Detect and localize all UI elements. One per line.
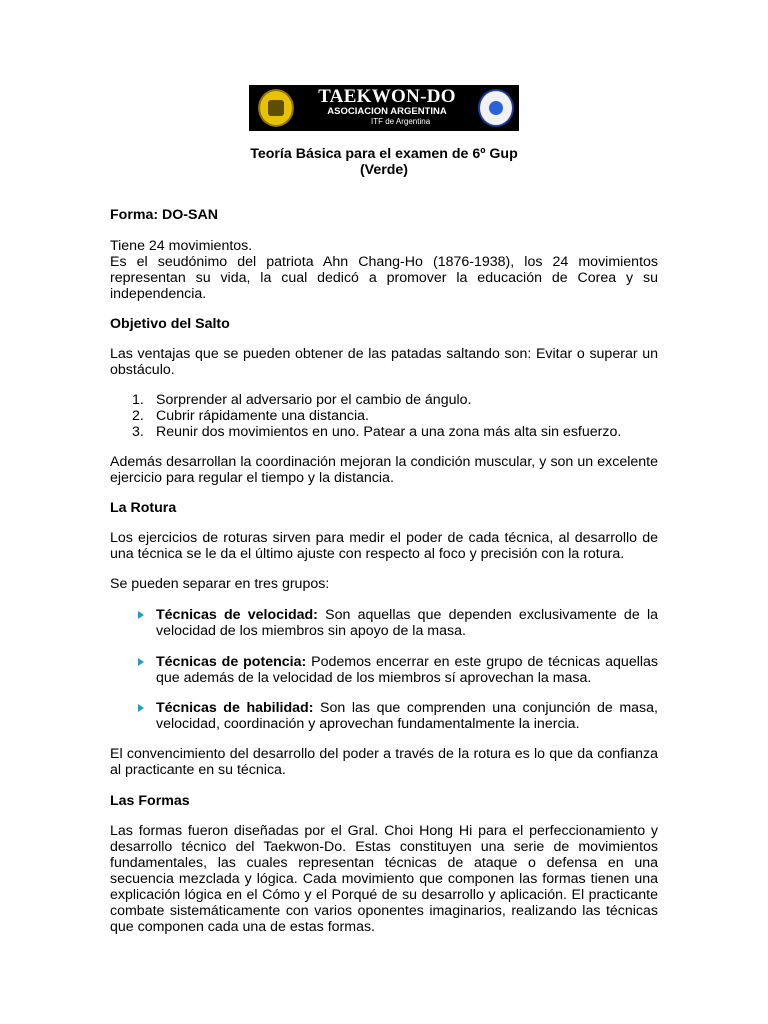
- triangle-bullet-icon: [138, 611, 144, 619]
- list-item: 1. Sorprender al adversario por el cambio de ángulo.: [132, 392, 472, 408]
- list-item: 2. Cubrir rápidamente una distancia.: [132, 408, 369, 424]
- formas-paragraph: Las formas fueron diseñadas por el Gral. Choi Hong Hi para el perfeccionamiento y desarrollo técnico del Taekwon-Do. Estas constituyen una serie de movimientos fundamentales, las cuales representan técnicas de ataque o defensa en una secuencia mezclada y lógica. Cada movimiento que componen las formas tienen una explicación lógica en el Cómo y el Porqué de su desarrollo y aplicación. El practicante combate sistemáticamente con varios oponentes imaginarios, realizando las técnicas que componen cada una de estas formas.: [110, 823, 658, 935]
- logo-itf-text: ITF de Argentina: [371, 117, 431, 126]
- itf-globe-seal-icon: [478, 89, 514, 127]
- rotura-paragraph-3: El convencimiento del desarrollo del poder a través de la rotura es lo que da confianza al practicante en su técnica.: [110, 746, 658, 778]
- association-logo: [249, 85, 519, 131]
- document-title: [110, 146, 658, 178]
- rotura-heading: La Rotura: [110, 500, 177, 516]
- title-line-1: Teoría Básica para el examen de 6º Gup: [250, 146, 518, 162]
- list-item: 3. Reunir dos movimientos en uno. Patear a una zona más alta sin esfuerzo.: [132, 424, 622, 440]
- formas-heading: Las Formas: [110, 793, 190, 809]
- salto-intro: Las ventajas que se pueden obtener de las patadas saltando son: Evitar o superar un obstáculo.: [110, 346, 658, 378]
- forma-heading: Forma: DO-SAN: [110, 207, 218, 223]
- salto-list: [110, 392, 658, 440]
- rotura-paragraph-2: Se pueden separar en tres grupos:: [110, 576, 330, 592]
- rotura-paragraph-1: Los ejercicios de roturas sirven para medir el poder de cada técnica, al desarrollo de una técnica se le da el último ajuste con respecto al foco y precisión con la rotura.: [110, 530, 658, 562]
- salto-heading: Objetivo del Salto: [110, 316, 230, 332]
- itf-crest-icon: [258, 89, 294, 127]
- salto-outro: Además desarrollan la coordinación mejoran la condición muscular, y son un excelente ejercicio para regular el tiempo y la distancia.: [110, 454, 658, 486]
- triangle-bullet-icon: [138, 704, 144, 712]
- list-item: Técnicas de potencia: Podemos encerrar en este grupo de técnicas aquellas que además de la velocidad de los miembros sí aprovechan la masa.: [110, 654, 658, 686]
- forma-line-1: Tiene 24 movimientos.: [110, 238, 253, 254]
- triangle-bullet-icon: [138, 658, 144, 666]
- logo-subtitle: ASOCIACION ARGENTINA: [327, 106, 447, 117]
- title-line-2: (Verde): [359, 162, 409, 178]
- list-item: Técnicas de habilidad: Son las que comprenden una conjunción de masa, velocidad, coordinación y aprovechan fundamentalmente la inercia.: [110, 700, 658, 732]
- forma-paragraph: Es el seudónimo del patriota Ahn Chang-Ho (1876-1938), los 24 movimientos representan su vida, la cual dedicó a promover la educación de Corea y su independencia.: [110, 254, 658, 302]
- logo-title: TAEKWON-DO: [318, 86, 456, 107]
- list-item: Técnicas de velocidad: Son aquellas que dependen exclusivamente de la velocidad de los miembros sin apoyo de la masa.: [110, 607, 658, 639]
